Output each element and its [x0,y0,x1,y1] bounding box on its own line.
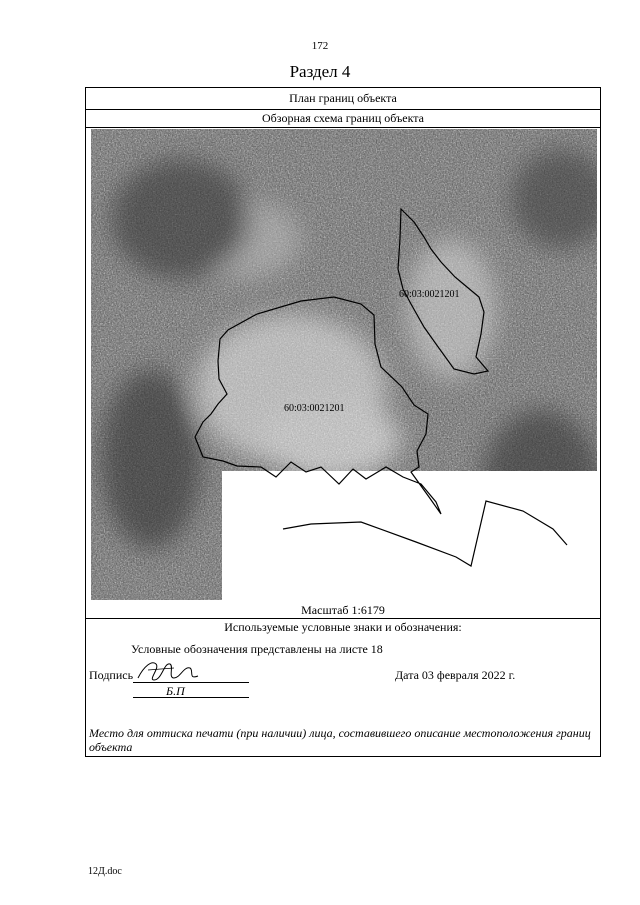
signature-line [133,682,249,683]
signature-label: Подпись [89,668,134,682]
date-text: Дата 03 февраля 2022 г. [395,668,516,682]
footer-filename: 12Д.doc [88,866,122,877]
overview-map [91,129,597,600]
initials-line [133,697,249,698]
parcel-label-1: 60:03:0021201 [284,403,345,414]
parcel-label-2: 60:03:0021201 [399,289,460,300]
stamp-note: Место для оттиска печати (при наличии) лица, составившего описание местоположения границ объекта [89,726,591,754]
overview-title: Обзорная схема границ объекта [86,109,600,128]
section-title: Раздел 4 [289,62,351,81]
legend-text: Условные обозначения представлены на листе 18 [131,642,383,656]
unmapped-area [222,471,597,600]
page-number: 172 [311,40,329,52]
plan-title: План границ объекта [86,88,600,110]
signature-initials: Б.П [166,684,185,698]
legend-title: Используемые условные знаки и обозначения: [224,620,462,634]
scale-text: Масштаб 1:6179 [86,602,600,619]
boundary-plan-frame [85,87,601,757]
